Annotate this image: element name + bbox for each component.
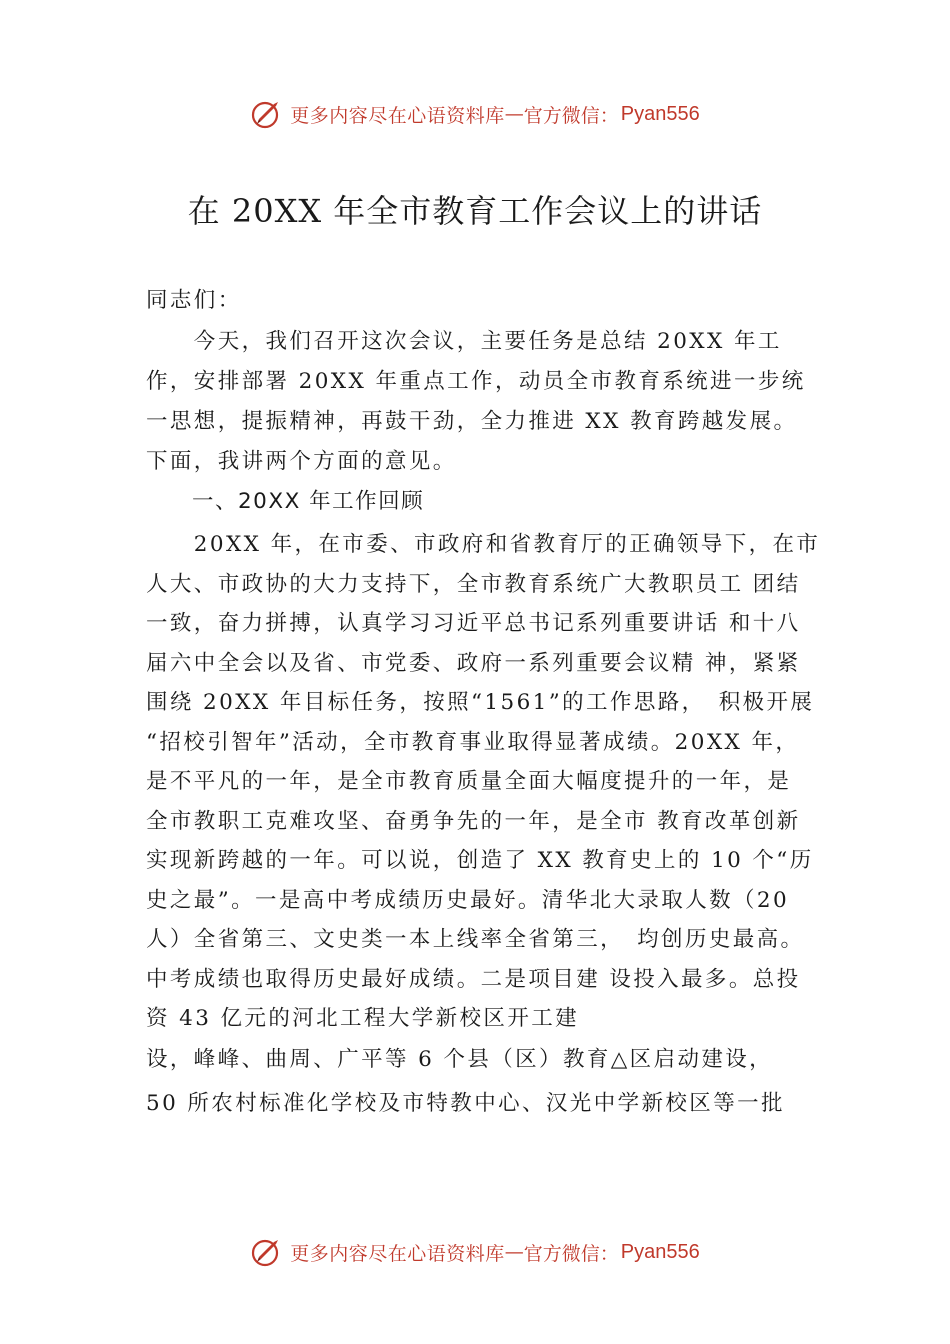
body-line: 实现新跨越的一年。可以说，创造了 XX 教育史上的 10 个“历 bbox=[146, 848, 814, 873]
watermark-wechat-label: 官方微信： bbox=[523, 104, 619, 127]
body-line: 史之最”。一是高中考成绩历史最好。清华北大录取人数（20 bbox=[146, 888, 790, 913]
body-line: 20XX 年，在市委、市政府和省教育厅的正确领导下，在市 bbox=[146, 532, 821, 557]
body-line: 人大、市政协的大力支持下，全市教育系统广大教职员工 团结 bbox=[146, 572, 801, 597]
pen-logo-icon bbox=[250, 1235, 284, 1269]
watermark-banner-bottom bbox=[0, 1232, 950, 1272]
watermark-banner-top bbox=[0, 94, 950, 134]
section-heading: 一、20XX 年工作回顾 bbox=[146, 489, 425, 514]
body-line: 下面，我讲两个方面的意见。 bbox=[146, 449, 457, 474]
pen-logo-icon bbox=[250, 97, 284, 131]
body-line: 是不平凡的一年，是全市教育质量全面大幅度提升的一年，是 bbox=[146, 769, 792, 794]
body-line: 今天，我们召开这次会议，主要任务是总结 20XX 年工 bbox=[146, 329, 782, 354]
body-line: 全市教职工克难攻坚、奋勇争先的一年，是全市 教育改革创新 bbox=[146, 809, 801, 834]
body-line: 资 43 亿元的河北工程大学新校区开工建 bbox=[146, 1006, 580, 1031]
body-line: “招校引智年”活动，全市教育事业取得显著成绩。20XX 年， bbox=[146, 730, 800, 755]
body-line: 届六中全会以及省、市党委、政府一系列重要会议精 神，紧紧 bbox=[146, 651, 801, 676]
watermark-separator: — bbox=[504, 103, 524, 125]
body-line: 一思想，提振精神，再鼓干劲，全力推进 XX 教育跨越发展。 bbox=[146, 409, 798, 434]
watermark-text: 更多内容尽在心语资料库 bbox=[290, 1242, 505, 1265]
body-line: 50 所农村标准化学校及市特教中心、汉光中学新校区等一批 bbox=[146, 1091, 785, 1116]
watermark-wechat-id: Pyan556 bbox=[620, 102, 700, 125]
body-line: 中考成绩也取得历史最好成绩。二是项目建 设投入最多。总投 bbox=[146, 967, 801, 992]
salutation: 同志们： bbox=[146, 288, 242, 313]
watermark-wechat-label: 官方微信： bbox=[523, 1242, 619, 1265]
watermark-text: 更多内容尽在心语资料库 bbox=[290, 104, 505, 127]
watermark-wechat-id: Pyan556 bbox=[620, 1240, 700, 1263]
body-line: 设，峰峰、曲周、广平等 6 个县（区）教育△区启动建设， bbox=[146, 1047, 774, 1072]
document-title: 在 20XX 年全市教育工作会议上的讲话 bbox=[187, 192, 763, 230]
body-line: 人）全省第三、文史类一本上线率全省第三， 均创历史最高。 bbox=[146, 927, 805, 952]
body-line: 围绕 20XX 年目标任务，按照“1561”的工作思路， 积极开展 bbox=[146, 690, 815, 715]
body-line: 作，安排部署 20XX 年重点工作，动员全市教育系统进一步统 bbox=[146, 369, 806, 394]
watermark-separator: — bbox=[504, 1241, 524, 1263]
body-line: 一致，奋力拼搏，认真学习习近平总书记系列重要讲话 和十八 bbox=[146, 611, 801, 636]
